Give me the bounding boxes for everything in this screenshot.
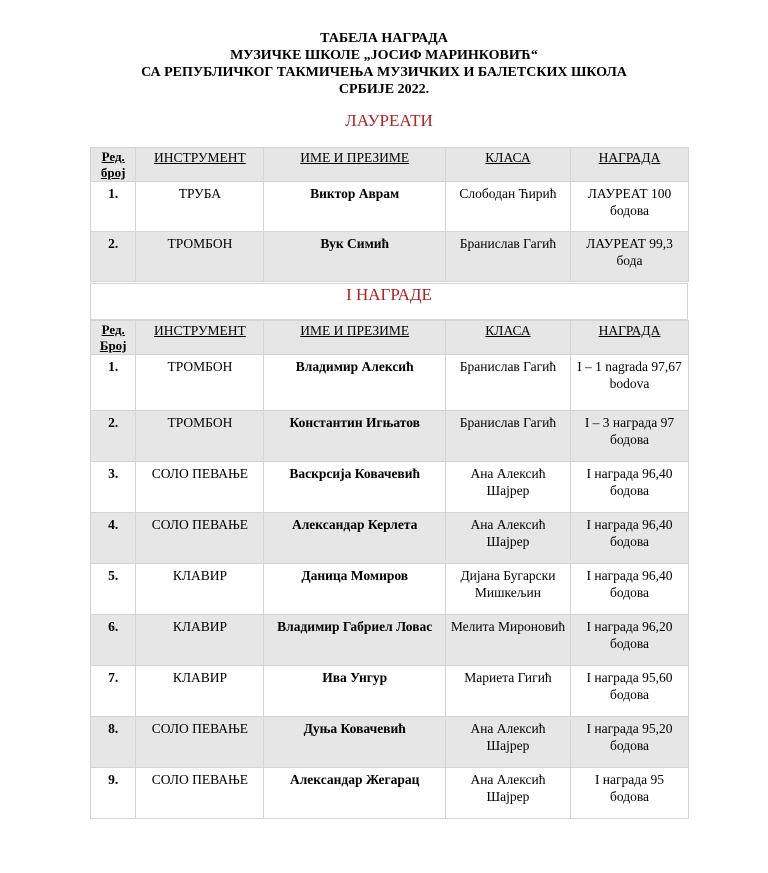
row-number: 1. <box>91 355 136 411</box>
row-class: Ана Алексић Шајрер <box>445 462 570 513</box>
table-header-row <box>91 148 689 182</box>
row-award: I награда 96,40 бодова <box>570 513 688 564</box>
column-header-award: НАГРАДА <box>570 321 688 355</box>
row-award: I – 1 nagrada 97,67 bodova <box>570 355 688 411</box>
column-header-award: НАГРАДА <box>570 148 688 182</box>
column-header-class: КЛАСА <box>445 321 570 355</box>
row-number: 9. <box>91 768 136 819</box>
row-number: 2. <box>91 232 136 282</box>
row-class: Бранислав Гагић <box>445 232 570 282</box>
column-header-number: Ред. Број <box>91 321 136 355</box>
row-award: I награда 95 бодова <box>570 768 688 819</box>
column-header-name: ИМЕ И ПРЕЗИМЕ <box>264 148 446 182</box>
row-number: 4. <box>91 513 136 564</box>
table-row <box>91 182 689 232</box>
table-row <box>91 232 689 282</box>
row-name: Ива Унгур <box>264 666 446 717</box>
header-line-1: ТАБЕЛА НАГРАДА <box>320 31 448 46</box>
row-instrument: ТРУБА <box>136 182 264 232</box>
row-number: 5. <box>91 564 136 615</box>
row-award: ЛАУРЕАТ 100 бодова <box>570 182 688 232</box>
row-name: Дуња Ковачевић <box>264 717 446 768</box>
row-name: Виктор Аврам <box>264 182 446 232</box>
row-class: Дијана Бугарски Мишкељин <box>445 564 570 615</box>
row-name: Константин Игњатов <box>264 411 446 462</box>
header-line-2: МУЗИЧКЕ ШКОЛЕ „ЈОСИФ МАРИНКОВИЋ“ <box>230 48 538 63</box>
column-header-instrument: ИНСТРУМЕНТ <box>136 321 264 355</box>
row-instrument: ТРОМБОН <box>136 411 264 462</box>
table-row <box>91 411 689 462</box>
row-award: I награда 96,20 бодова <box>570 615 688 666</box>
row-award: I награда 96,40 бодова <box>570 564 688 615</box>
column-header-number: Ред. број <box>91 148 136 182</box>
row-instrument: СОЛО ПЕВАЊЕ <box>136 768 264 819</box>
first-prizes-table <box>90 320 689 819</box>
table-header-row <box>91 321 689 355</box>
laureates-table <box>90 147 689 282</box>
row-name: Вук Симић <box>264 232 446 282</box>
row-award: I награда 96,40 бодова <box>570 462 688 513</box>
row-instrument: СОЛО ПЕВАЊЕ <box>136 462 264 513</box>
row-number: 1. <box>91 182 136 232</box>
row-class: Мелита Мироновић <box>445 615 570 666</box>
row-instrument: КЛАВИР <box>136 615 264 666</box>
table-row <box>91 462 689 513</box>
row-number: 3. <box>91 462 136 513</box>
first-prizes-title: I НАГРАДЕ <box>346 285 432 304</box>
column-header-instrument: ИНСТРУМЕНТ <box>136 148 264 182</box>
row-instrument: ТРОМБОН <box>136 355 264 411</box>
row-class: Бранислав Гагић <box>445 355 570 411</box>
table-row <box>91 564 689 615</box>
header-line-3: СА РЕПУБЛИЧКОГ ТАКМИЧЕЊА МУЗИЧКИХ И БАЛЕТСКИХ ШКОЛА <box>141 65 627 80</box>
row-number: 6. <box>91 615 136 666</box>
table-row <box>91 768 689 819</box>
table-row <box>91 666 689 717</box>
laureates-title: ЛАУРЕАТИ <box>345 111 433 130</box>
column-header-class: КЛАСА <box>445 148 570 182</box>
table-row <box>91 355 689 411</box>
row-instrument: СОЛО ПЕВАЊЕ <box>136 717 264 768</box>
row-class: Ана Алексић Шајрер <box>445 768 570 819</box>
row-number: 2. <box>91 411 136 462</box>
row-award: I – 3 награда 97 бодова <box>570 411 688 462</box>
row-award: ЛАУРЕАТ 99,3 бода <box>570 232 688 282</box>
row-name: Даница Момиров <box>264 564 446 615</box>
row-instrument: ТРОМБОН <box>136 232 264 282</box>
row-instrument: КЛАВИР <box>136 564 264 615</box>
header-line-4: СРБИЈЕ 2022. <box>338 82 430 97</box>
row-number: 8. <box>91 717 136 768</box>
row-class: Ана Алексић Шајрер <box>445 513 570 564</box>
row-class: Ана Алексић Шајрер <box>445 717 570 768</box>
row-name: Александар Жегарац <box>264 768 446 819</box>
row-class: Бранислав Гагић <box>445 411 570 462</box>
row-award: I награда 95,20 бодова <box>570 717 688 768</box>
row-class: Слободан Ћирић <box>445 182 570 232</box>
row-name: Владимир Габриел Ловас <box>264 615 446 666</box>
row-name: Владимир Алексић <box>264 355 446 411</box>
column-header-name: ИМЕ И ПРЕЗИМЕ <box>264 321 446 355</box>
row-award: I награда 95,60 бодова <box>570 666 688 717</box>
table-row <box>91 615 689 666</box>
document-header <box>0 30 768 98</box>
row-number: 7. <box>91 666 136 717</box>
row-instrument: КЛАВИР <box>136 666 264 717</box>
row-class: Мариета Гигић <box>445 666 570 717</box>
row-instrument: СОЛО ПЕВАЊЕ <box>136 513 264 564</box>
row-name: Васкрсија Ковачевић <box>264 462 446 513</box>
table-row <box>91 513 689 564</box>
table-row <box>91 717 689 768</box>
row-name: Александар Керлета <box>264 513 446 564</box>
